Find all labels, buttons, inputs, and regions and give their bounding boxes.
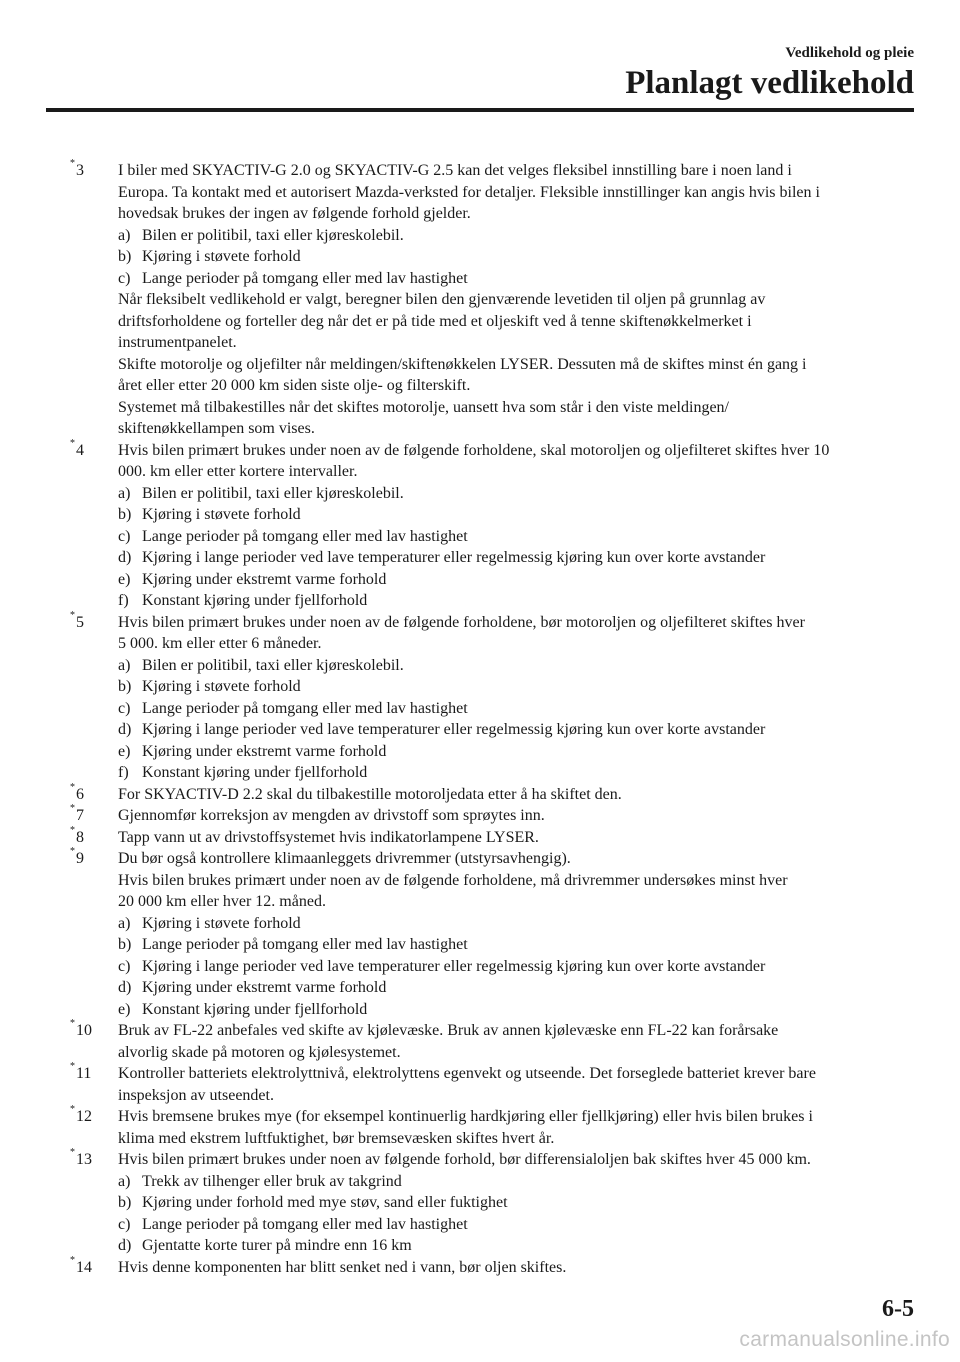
footnote-text-line: Bruk av FL-22 anbefales ved skifte av kjølevæske. Bruk av annen kjølevæske enn FL-22 kan forårsake bbox=[118, 1022, 779, 1039]
condition-text: Kjøring under ekstremt varme forhold bbox=[142, 979, 387, 996]
condition-item bbox=[118, 483, 920, 505]
footnote-text-line: Hvis bilen primært brukes under noen av de følgende forholdene, bør motoroljen og oljefilteret skiftes hver bbox=[118, 613, 805, 631]
condition-letter: a) bbox=[118, 656, 131, 674]
footnote-number: 14 bbox=[76, 1258, 92, 1276]
condition-text: Lange perioder på tomgang eller med lav hastighet bbox=[142, 527, 468, 545]
footnote-6 bbox=[70, 781, 920, 806]
footnote-marker bbox=[70, 824, 84, 849]
condition-text: Lange perioder på tomgang eller med lav hastighet bbox=[142, 936, 468, 953]
condition-text: Kjøring i lange perioder ved lave temperaturer eller regelmessig kjøring kun over korte avstander bbox=[142, 957, 766, 975]
condition-text: Lange perioder på tomgang eller med lav hastighet bbox=[142, 1215, 468, 1233]
condition-letter: f) bbox=[118, 764, 129, 781]
footnote-5 bbox=[70, 609, 920, 784]
footnote-text-line: Tapp vann ut av drivstoffsystemet hvis indikatorlampene LYSER. bbox=[118, 828, 539, 846]
asterisk-icon: * bbox=[70, 1018, 75, 1029]
condition-item bbox=[118, 246, 920, 268]
asterisk-icon: * bbox=[70, 1104, 75, 1115]
footnote-number: 9 bbox=[76, 850, 84, 867]
asterisk-icon: * bbox=[70, 781, 75, 793]
asterisk-icon: * bbox=[70, 846, 75, 857]
footnote-13 bbox=[70, 1149, 920, 1257]
asterisk-icon: * bbox=[70, 158, 75, 169]
condition-letter: c) bbox=[118, 957, 131, 975]
footnote-text-line: Europa. Ta kontakt med et autorisert Mazda-verksted for detaljer. Fleksible innstillinger kan angis hvis bilen i bbox=[118, 183, 820, 201]
footnote-text-line: Gjennomfør korreksjon av mengden av drivstoff som sprøytes inn. bbox=[118, 807, 545, 824]
condition-letter: a) bbox=[118, 484, 131, 502]
footnote-number: 6 bbox=[76, 785, 84, 803]
footnote-marker bbox=[70, 1254, 92, 1279]
footnote-10 bbox=[70, 1020, 920, 1063]
footnote-7 bbox=[70, 805, 920, 827]
condition-letter: b) bbox=[118, 936, 132, 953]
footnote-text-line: året eller etter 20 000 km siden siste olje- og filterskift. bbox=[118, 377, 471, 394]
condition-text: Kjøring i støvete forhold bbox=[142, 248, 301, 265]
condition-item bbox=[118, 762, 920, 784]
condition-item bbox=[118, 504, 920, 526]
condition-item bbox=[118, 999, 920, 1021]
condition-text: Bilen er politibil, taxi eller kjøreskolebil. bbox=[142, 484, 404, 502]
footnote-9 bbox=[70, 848, 920, 1020]
condition-letter: a) bbox=[118, 226, 131, 244]
condition-item bbox=[118, 1214, 920, 1236]
condition-text: Gjentatte korte turer på mindre enn 16 km bbox=[142, 1237, 412, 1254]
footnote-11 bbox=[70, 1063, 920, 1106]
footnote-number: 13 bbox=[76, 1151, 92, 1168]
condition-item bbox=[118, 569, 920, 591]
footnote-text-line: driftsforholdene og forteller deg når det er på tide med et oljeskift ved å tenne skiftenøkkelmerket i bbox=[118, 312, 752, 330]
condition-item bbox=[118, 655, 920, 677]
condition-item bbox=[118, 719, 920, 741]
footnote-4 bbox=[70, 437, 920, 612]
footnote-marker bbox=[70, 805, 84, 827]
condition-letter: d) bbox=[118, 721, 132, 738]
condition-letter: c) bbox=[118, 269, 131, 287]
condition-text: Kjøring under ekstremt varme forhold bbox=[142, 570, 387, 588]
condition-letter: b) bbox=[118, 248, 132, 265]
footnote-marker bbox=[70, 1106, 92, 1128]
footnote-text-line: alvorlig skade på motoren og kjølesystemet. bbox=[118, 1043, 401, 1061]
condition-text: Kjøring under ekstremt varme forhold bbox=[142, 742, 387, 760]
footnote-text-line: inspeksjon av utseendet. bbox=[118, 1086, 274, 1104]
condition-text: Bilen er politibil, taxi eller kjøreskolebil. bbox=[142, 656, 404, 674]
section-title: Vedlikehold og pleie bbox=[785, 45, 914, 61]
condition-item bbox=[118, 698, 920, 720]
condition-letter: a) bbox=[118, 1172, 131, 1190]
footnote-3 bbox=[70, 160, 920, 440]
footnote-text-line: Hvis denne komponenten har blitt senket ned i vann, bør oljen skiftes. bbox=[118, 1258, 567, 1276]
condition-item bbox=[118, 934, 920, 956]
footnote-marker bbox=[70, 160, 84, 182]
condition-text: Konstant kjøring under fjellforhold bbox=[142, 592, 368, 609]
condition-text: Konstant kjøring under fjellforhold bbox=[142, 764, 368, 781]
condition-item bbox=[118, 590, 920, 612]
footnote-text-line: Du bør også kontrollere klimaanleggets drivremmer (utstyrsavhengig). bbox=[118, 850, 571, 867]
footnote-number: 5 bbox=[76, 613, 84, 631]
condition-text: Lange perioder på tomgang eller med lav hastighet bbox=[142, 269, 468, 287]
footnote-8 bbox=[70, 824, 920, 849]
asterisk-icon: * bbox=[70, 824, 75, 836]
footnote-text-line: Hvis bilen primært brukes under noen av følgende forhold, bør differensialoljen bak skiftes hver 45 000 km. bbox=[118, 1151, 811, 1168]
header-rule bbox=[46, 108, 914, 112]
condition-text: Kjøring i støvete forhold bbox=[142, 506, 301, 523]
footnote-text-line: 000. km eller etter kortere intervaller. bbox=[118, 463, 358, 480]
condition-item bbox=[118, 956, 920, 978]
footnote-number: 8 bbox=[76, 828, 84, 846]
condition-item bbox=[118, 1192, 920, 1214]
footnote-12 bbox=[70, 1106, 920, 1149]
condition-letter: b) bbox=[118, 678, 132, 695]
condition-letter: a) bbox=[118, 914, 131, 932]
footnote-marker bbox=[70, 609, 84, 634]
condition-text: Kjøring under forhold med mye støv, sand eller fuktighet bbox=[142, 1194, 508, 1211]
footnote-text-line: I biler med SKYACTIV-G 2.0 og SKYACTIV-G 2.5 kan det velges fleksibel innstilling bare i noen land i bbox=[118, 162, 792, 179]
condition-item bbox=[118, 676, 920, 698]
page-header bbox=[625, 44, 914, 102]
condition-letter: c) bbox=[118, 1215, 131, 1233]
condition-text: Trekk av tilhenger eller bruk av takgrind bbox=[142, 1172, 402, 1190]
watermark-link[interactable]: carmanualsonline.info bbox=[739, 1328, 950, 1351]
footnote-marker bbox=[70, 1149, 92, 1171]
condition-letter: c) bbox=[118, 527, 131, 545]
footnote-text-line: Når fleksibelt vedlikehold er valgt, beregner bilen den gjenværende levetiden til oljen på grunnlag av bbox=[118, 291, 766, 308]
footnote-list bbox=[70, 160, 920, 1278]
footnote-text-line: hovedsak brukes der ingen av følgende forhold gjelder. bbox=[118, 205, 471, 222]
condition-letter: c) bbox=[118, 699, 131, 717]
condition-text: Kjøring i støvete forhold bbox=[142, 678, 301, 695]
condition-item bbox=[118, 526, 920, 548]
footnote-number: 7 bbox=[76, 807, 84, 824]
condition-text: Kjøring i lange perioder ved lave temperaturer eller regelmessig kjøring kun over korte avstander bbox=[142, 549, 766, 566]
footnote-text-line: instrumentpanelet. bbox=[118, 334, 237, 351]
footnote-marker bbox=[70, 437, 84, 462]
footnote-marker bbox=[70, 781, 84, 806]
footnote-number: 10 bbox=[76, 1022, 92, 1039]
footnote-marker bbox=[70, 1020, 92, 1042]
condition-item bbox=[118, 1171, 920, 1193]
condition-letter: e) bbox=[118, 570, 131, 588]
footnote-text-line: Hvis bilen brukes primært under noen av de følgende forholdene, må drivremmer undersøkes minst hver bbox=[118, 871, 788, 889]
condition-text: Bilen er politibil, taxi eller kjøreskolebil. bbox=[142, 226, 404, 244]
page-number: 6-5 bbox=[882, 1296, 914, 1322]
asterisk-icon: * bbox=[70, 609, 75, 621]
asterisk-icon: * bbox=[70, 803, 75, 814]
condition-letter: e) bbox=[118, 1000, 131, 1018]
condition-letter: d) bbox=[118, 1237, 132, 1254]
footnote-number: 12 bbox=[76, 1108, 92, 1125]
footnote-text-line: Skifte motorolje og oljefilter når meldingen/skiftenøkkelen LYSER. Dessuten må de skiftes minst én gang i bbox=[118, 355, 807, 373]
footnote-14 bbox=[70, 1254, 920, 1279]
footnote-number: 3 bbox=[76, 162, 84, 179]
footnote-marker bbox=[70, 1063, 91, 1085]
footnote-text-line: For SKYACTIV-D 2.2 skal du tilbakestille motoroljedata etter å ha skiftet den. bbox=[118, 785, 622, 803]
footnote-number: 4 bbox=[76, 441, 84, 459]
footnote-text-line: klima med ekstrem luftfuktighet, bør bremsevæsken skiftes hvert år. bbox=[118, 1129, 555, 1147]
condition-letter: b) bbox=[118, 506, 132, 523]
asterisk-icon: * bbox=[70, 1147, 75, 1158]
condition-item bbox=[118, 1235, 920, 1257]
condition-letter: e) bbox=[118, 742, 131, 760]
footnote-number: 11 bbox=[76, 1065, 92, 1082]
condition-text: Kjøring i lange perioder ved lave temperaturer eller regelmessig kjøring kun over korte avstander bbox=[142, 721, 766, 738]
asterisk-icon: * bbox=[70, 1254, 75, 1266]
footnote-text-line: Kontroller batteriets elektrolyttnivå, elektrolyttens egenvekt og utseende. Det forseglede batteriet krever bare bbox=[118, 1065, 816, 1082]
condition-item bbox=[118, 547, 920, 569]
condition-item bbox=[118, 268, 920, 290]
asterisk-icon: * bbox=[70, 437, 75, 449]
condition-text: Kjøring i støvete forhold bbox=[142, 914, 301, 932]
footnote-text-line: skiftenøkkellampen som vises. bbox=[118, 420, 315, 437]
footnote-text-line: Systemet må tilbakestilles når det skiftes motorolje, uansett hva som står i den viste meldingen/ bbox=[118, 398, 729, 416]
footnote-text-line: Hvis bremsene brukes mye (for eksempel kontinuerlig hardkjøring eller fjellkjøring) eller hvis bilen brukes i bbox=[118, 1108, 813, 1125]
condition-letter: f) bbox=[118, 592, 129, 609]
page-title: Planlagt vedlikehold bbox=[625, 65, 914, 101]
condition-item bbox=[118, 741, 920, 763]
condition-item bbox=[118, 913, 920, 935]
asterisk-icon: * bbox=[70, 1061, 75, 1072]
footnote-text-line: Hvis bilen primært brukes under noen av de følgende forholdene, skal motoroljen og oljefilteret skiftes hver 10 bbox=[118, 441, 830, 459]
condition-item bbox=[118, 977, 920, 999]
footnote-marker bbox=[70, 848, 84, 870]
condition-letter: d) bbox=[118, 549, 132, 566]
footnote-text-line: 20 000 km eller hver 12. måned. bbox=[118, 893, 326, 910]
condition-letter: b) bbox=[118, 1194, 132, 1211]
condition-letter: d) bbox=[118, 979, 132, 996]
condition-text: Konstant kjøring under fjellforhold bbox=[142, 1000, 368, 1018]
condition-item bbox=[118, 225, 920, 247]
footnote-text-line: 5 000. km eller etter 6 måneder. bbox=[118, 635, 322, 652]
condition-text: Lange perioder på tomgang eller med lav hastighet bbox=[142, 699, 468, 717]
